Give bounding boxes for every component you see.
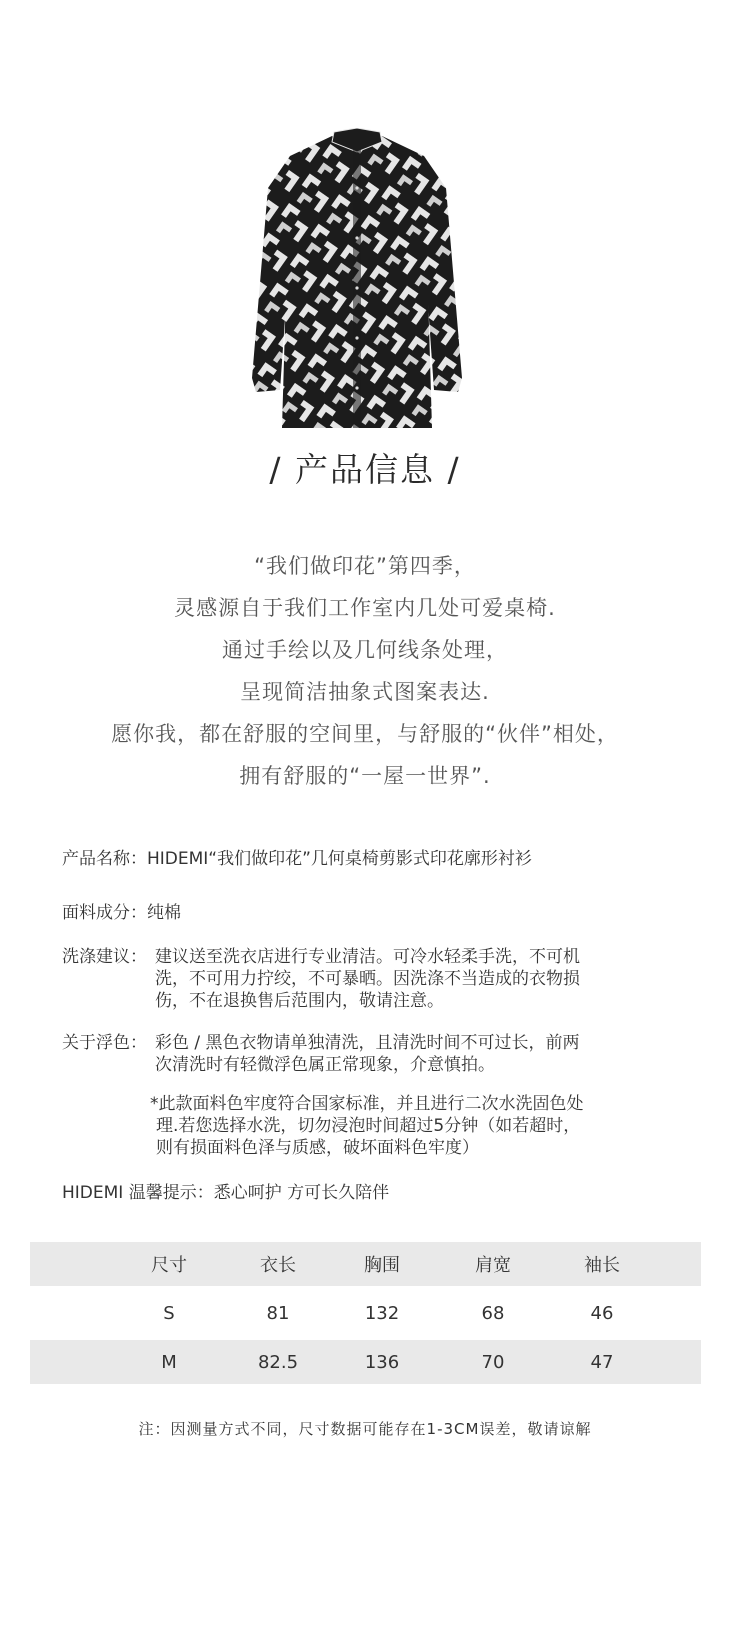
- table-row: [30, 1340, 701, 1384]
- size-cell: S: [163, 1302, 175, 1324]
- fabric-label: 面料成分：: [62, 903, 147, 923]
- size-table: [30, 1242, 701, 1384]
- intro-line: 拥有舒服的“一屋一世界”.: [239, 764, 491, 788]
- intro-line: 呈现简洁抽象式图案表达.: [240, 680, 490, 704]
- size-cell: M: [161, 1351, 177, 1373]
- size-cell: 70: [481, 1351, 505, 1373]
- fade-label: 关于浮色：: [62, 1033, 147, 1053]
- size-cell: 82.5: [257, 1351, 299, 1373]
- size-footnote: 注：因测量方式不同，尺寸数据可能存在1-3CM误差，敬请谅解: [138, 1420, 592, 1438]
- product-image: [250, 128, 464, 440]
- wash-line: 建议送至洗衣店进行专业清洁。可冷水轻柔手洗，不可机: [155, 947, 580, 967]
- product-name-value: HIDEMI“我们做印花”几何桌椅剪影式印花廓形衬衫: [147, 849, 532, 869]
- wash-line: 伤，不在退换售后范围内，敬请注意。: [155, 991, 444, 1011]
- size-table-header: [30, 1242, 701, 1286]
- intro-line: 灵感源自于我们工作室内几处可爱桌椅.: [174, 596, 556, 620]
- color-fade-row: [62, 1032, 682, 1080]
- size-header-cell: 衣长: [260, 1255, 296, 1276]
- size-cell: 46: [590, 1302, 614, 1324]
- product-name-label: 产品名称：: [62, 849, 147, 869]
- section-title: / 产品信息 /: [269, 450, 461, 489]
- fade-note-line: 理.若您选择水洗，切勿浸泡时间超过5分钟（如若超时，: [156, 1116, 581, 1136]
- intro-line: 愿你我，都在舒服的空间里，与舒服的“伙伴”相处，: [111, 722, 619, 746]
- size-header-cell: 尺寸: [151, 1255, 187, 1276]
- intro-line: 通过手绘以及几何线条处理，: [222, 638, 508, 662]
- fade-line: 次清洗时有轻微浮色属正常现象，介意慎拍。: [155, 1055, 495, 1075]
- wash-advice-row: [62, 946, 682, 1016]
- care-tip: HIDEMI 温馨提示：悉心呵护 方可长久陪伴: [62, 1183, 390, 1203]
- size-cell: 132: [364, 1302, 400, 1324]
- size-cell: 136: [364, 1351, 400, 1373]
- fabric-row: [62, 902, 682, 924]
- fade-note-line: *此款面料色牢度符合国家标准，并且进行二次水洗固色处: [150, 1094, 584, 1114]
- size-cell: 47: [590, 1351, 614, 1373]
- wash-label: 洗涤建议：: [62, 947, 147, 967]
- size-cell: 68: [481, 1302, 505, 1324]
- size-header-cell: 袖长: [584, 1255, 620, 1276]
- size-header-cell: 肩宽: [475, 1255, 511, 1276]
- fade-note: [62, 1093, 682, 1163]
- fabric-value: 纯棉: [147, 903, 181, 923]
- intro-text: [0, 545, 730, 797]
- product-name-row: [62, 848, 682, 870]
- size-cell: 81: [266, 1302, 290, 1324]
- fade-note-line: 则有损面料色泽与质感，破坏面料色牢度）: [156, 1138, 479, 1158]
- fade-line: 彩色 / 黑色衣物请单独清洗，且清洗时间不可过长，前两: [155, 1033, 580, 1053]
- intro-line: “我们做印花”第四季，: [254, 554, 476, 578]
- wash-line: 洗，不可用力拧绞，不可暴晒。因洗涤不当造成的衣物损: [155, 969, 580, 989]
- size-header-cell: 胸围: [364, 1255, 400, 1276]
- table-row: [30, 1286, 701, 1340]
